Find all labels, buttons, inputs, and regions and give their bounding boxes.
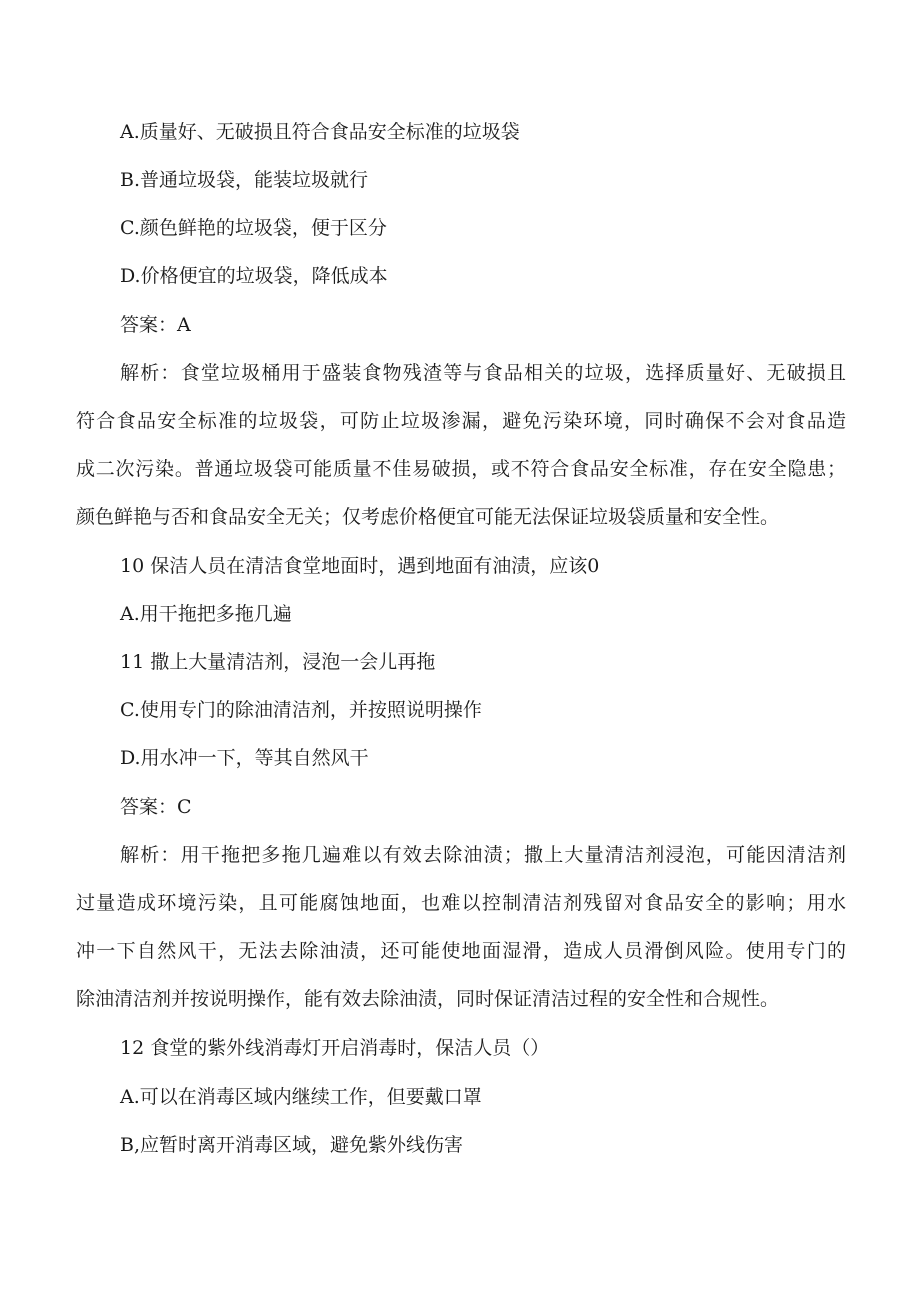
q10-answer: 答案：C [120,796,192,818]
q9-option-b: B.普通垃圾袋，能装垃圾就行 [120,169,369,191]
q10-question: 10 保洁人员在清洁食堂地面时，遇到地面有油渍，应该0 [120,555,600,577]
q10-option-d: D.用水冲一下，等其自然风干 [120,747,369,769]
q10-option-a: A.用干拖把多拖几遍 [120,603,292,625]
q9-option-c: C.颜色鲜艳的垃圾袋，便于区分 [120,217,387,239]
q9-explanation [76,361,846,553]
q9-option-d: D.价格便宜的垃圾袋，降低成本 [120,265,388,287]
q10-explanation-line: 除油清洁剂并按说明操作，能有效去除油渍，同时保证清洁过程的安全性和合规性。 [76,988,780,1010]
q10-explanation-line: 冲一下自然风干，无法去除油渍，还可能使地面湿滑，造成人员滑倒风险。使用专门的 [76,940,846,962]
q9-explanation-line: 解析：食堂垃圾桶用于盛装食物残渣等与食品相关的垃圾，选择质量好、无破损且 [120,362,846,384]
q9-explanation-line: 成二次污染。普通垃圾袋可能质量不佳易破损，或不符合食品安全标准，存在安全隐患； [76,458,846,480]
q9-explanation-line: 颜色鲜艳与否和食品安全无关；仅考虑价格便宜可能无法保证垃圾袋质量和安全性。 [76,506,780,528]
q12-option-a: A.可以在消毒区域内继续工作，但要戴口罩 [120,1086,482,1108]
q9-option-a: A.质量好、无破损且符合食品安全标准的垃圾袋 [120,121,520,143]
q10-option-c: C.使用专门的除油清洁剂，并按照说明操作 [120,699,482,721]
q12-question: 12 食堂的紫外线消毒灯开启消毒时，保洁人员（） [120,1037,550,1059]
q10-explanation-line: 解析：用干拖把多拖几遍难以有效去除油渍；撒上大量清洁剂浸泡，可能因清洁剂 [120,844,846,866]
q10-option-b: 11 撒上大量清洁剂，浸泡一会儿再拖 [120,651,436,673]
q9-answer: 答案：A [120,314,191,336]
q10-explanation-line: 过量造成环境污染，且可能腐蚀地面，也难以控制清洁剂残留对食品安全的影响；用水 [76,892,846,914]
q12-option-b: B,应暂时离开消毒区域，避免紫外线伤害 [120,1134,464,1156]
q10-explanation [76,843,846,1035]
q9-explanation-line: 符合食品安全标准的垃圾袋，可防止垃圾渗漏，避免污染环境，同时确保不会对食品造 [76,410,846,432]
